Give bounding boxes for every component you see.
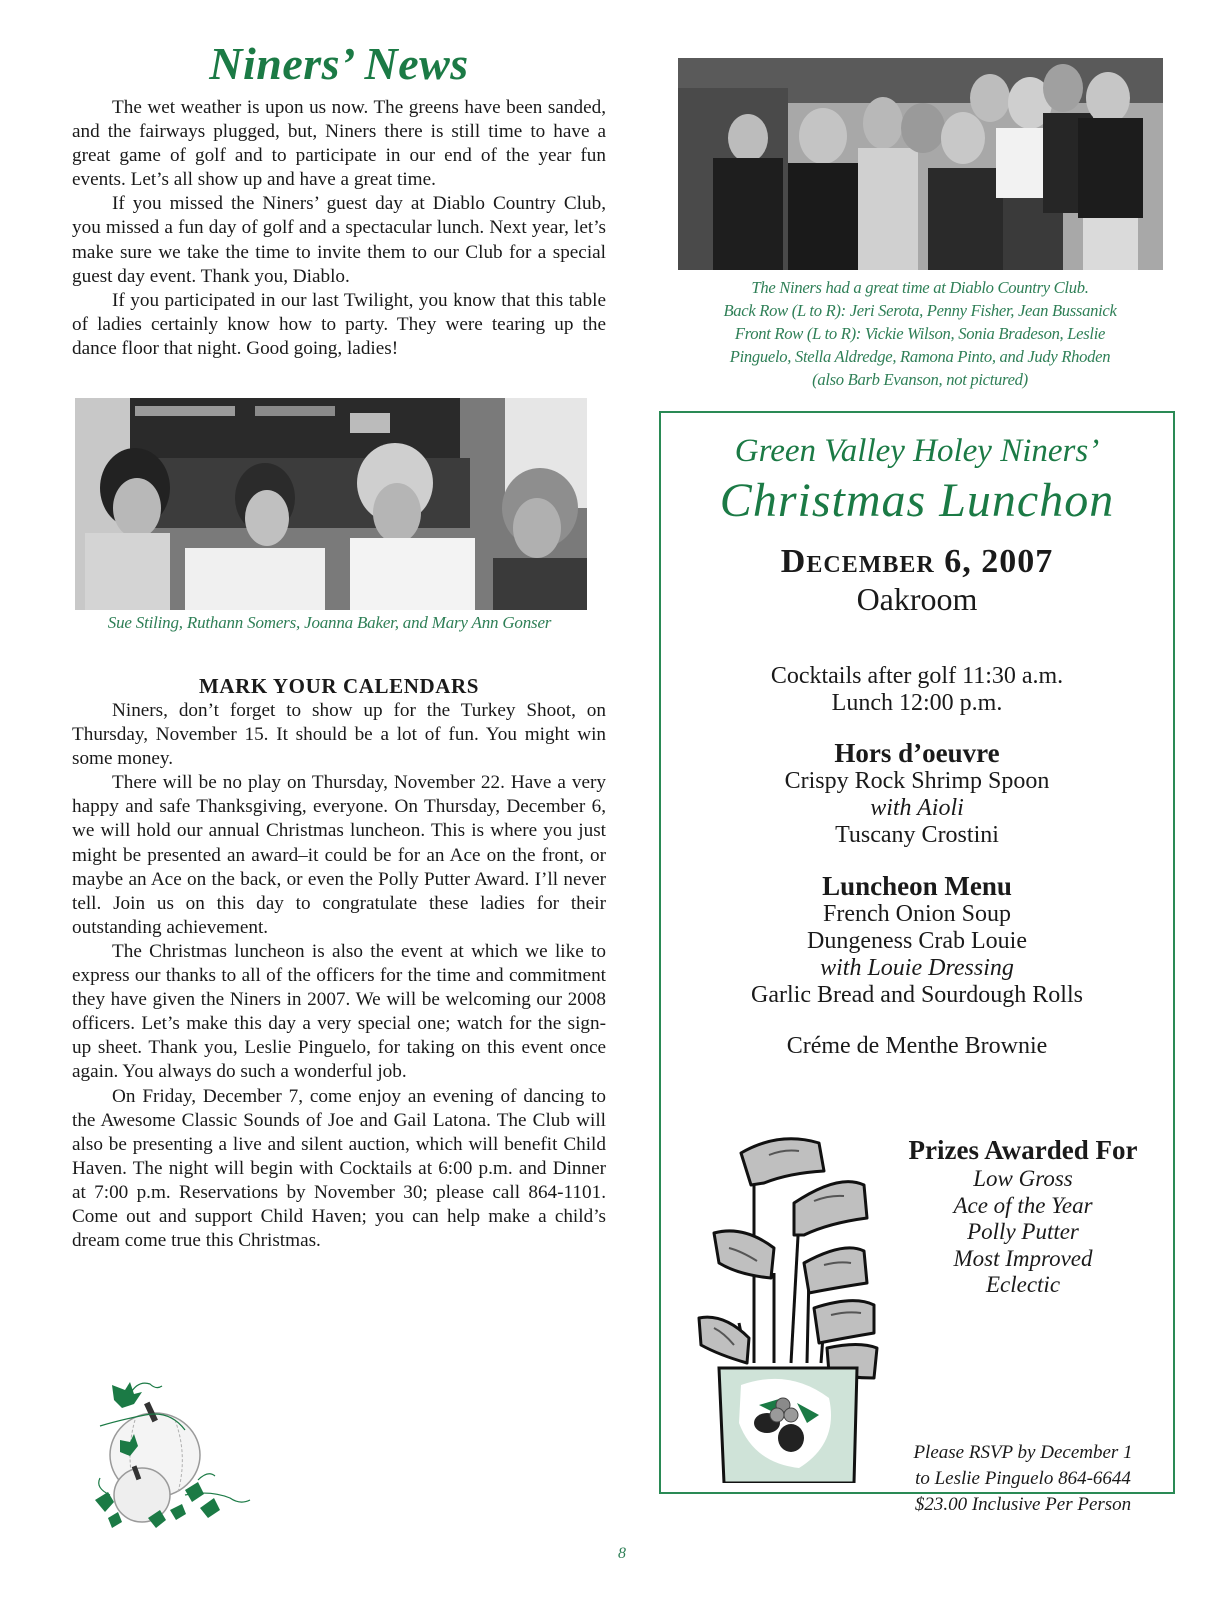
menu-item: Crispy Rock Shrimp Spoon — [784, 768, 1050, 794]
calendar-section — [72, 673, 606, 1253]
calendar-paragraph: Niners, don’t forget to show up for the Turkey Shoot, on Thursday, November 15. It should be a lot of fun. You might win some money. — [72, 700, 606, 770]
menu-item-note: with Louie Dressing — [820, 955, 1014, 981]
dessert-section — [661, 1033, 1173, 1060]
menu-item: Garlic Bread and Sourdough Rolls — [751, 982, 1083, 1008]
intro-paragraph: The wet weather is upon us now. The greens have been sanded, and the fairways plugged, but, Niners there is still time to have a great game of golf and to participate in our end of the year fun events. Let’s all show up and have a great time. — [72, 97, 606, 191]
rsvp-line: to Leslie Pinguelo 864-6644 — [915, 1468, 1131, 1489]
calendar-paragraph: The Christmas luncheon is also the event at which we like to express our thanks to all of the officers for the time and commitment they have given the Niners in 2007. We will be welcoming our 2008 officers. Let’s make this day a very special one; watch for the sign-up sheet. Thank you, Leslie Pinguelo, for taking on this event once again. You always do such a wonderful job. — [72, 940, 606, 1083]
niners-news-article — [72, 36, 606, 361]
golf-bag-icon — [679, 1123, 889, 1483]
intro-text — [72, 96, 606, 361]
pumpkin-icon — [90, 1380, 265, 1530]
rsvp-info — [873, 1440, 1173, 1518]
caption-line: The Niners had a great time at Diablo Country Club. — [751, 278, 1089, 297]
caption-line: Front Row (L to R): Vickie Wilson, Sonia Bradeson, Leslie — [734, 324, 1106, 343]
intro-paragraph: If you missed the Niners’ guest day at Diablo Country Club, you missed a fun day of golf and a spectacular lunch. Next year, let’s make sure we take the time to invite them to our Club for a special guest day event. Thank you, Diablo. — [72, 193, 606, 287]
luncheon-menu-section — [661, 871, 1173, 1009]
hors-doeuvre-section — [661, 738, 1173, 849]
flyer-subtitle: Green Valley Holey Niners’ — [734, 433, 1100, 469]
prize-item: Low Gross — [973, 1166, 1073, 1191]
christmas-luncheon-flyer — [659, 411, 1175, 1515]
menu-item: Dungeness Crab Louie — [807, 928, 1027, 954]
prize-item: Most Improved — [953, 1245, 1093, 1271]
caption-line: (also Barb Evanson, not pictured) — [812, 370, 1028, 389]
menu-item: Tuscany Crostini — [835, 822, 999, 848]
flyer-title: Christmas Lunchon — [719, 474, 1115, 527]
event-time: Cocktails after golf 11:30 a.m. — [770, 663, 1064, 689]
menu-heading: Luncheon Menu — [822, 871, 1012, 901]
calendar-paragraph: On Friday, December 7, come enjoy an evening of dancing to the Awesome Classic Sounds of Joe and Gail Latona. The Club will also be presenting a live and silent auction, which will benefit Child Haven. The night will begin with Cocktails at 6:00 p.m. and Dinner at 7:00 p.m. Reservations by November 30; please call 864-1101. Come out and support Child Haven; you can help make a child’s dream come true this Christmas. — [72, 1085, 606, 1252]
dessert-item: Créme de Menthe Brownie — [786, 1033, 1048, 1059]
photo-golf-group — [678, 58, 1163, 270]
section-heading: MARK YOUR CALENDARS — [198, 674, 480, 698]
photo-image — [75, 398, 587, 610]
photo-ladies-at-table — [75, 398, 587, 610]
prizes-section — [873, 1135, 1173, 1299]
photo-caption — [676, 276, 1164, 391]
prize-item: Eclectic — [985, 1272, 1061, 1297]
calendar-text — [72, 699, 606, 1253]
menu-item: French Onion Soup — [823, 901, 1011, 927]
page-number: 8 — [618, 1545, 626, 1562]
intro-paragraph: If you participated in our last Twilight, you know that this table of ladies certainly know how to party. They were tearing up the dance floor that night. Good going, ladies! — [72, 289, 606, 359]
caption-line: Pinguelo, Stella Aldredge, Ramona Pinto, and Judy Rhoden — [729, 347, 1111, 366]
menu-heading: Hors d’oeuvre — [834, 738, 1000, 768]
rsvp-price: $23.00 Inclusive Per Person — [914, 1494, 1132, 1515]
rsvp-line: Please RSVP by December 1 — [913, 1442, 1133, 1463]
masthead-title: Niners’ News — [209, 38, 469, 89]
event-times — [661, 663, 1173, 717]
event-date: December 6, 2007 — [780, 543, 1054, 580]
caption-line: Back Row (L to R): Jeri Serota, Penny Fisher, Jean Bussanick — [723, 301, 1117, 320]
calendar-paragraph: There will be no play on Thursday, November 22. Have a very happy and safe Thanksgiving, everyone. On Thursday, December 6, we will hold our annual Christmas luncheon. This is where you just might be presented an award–it could be for an Ace on the front, or maybe an Ace on the back, or even the Polly Putter Award. I’ll never tell. Join us on this day to congratulate these ladies for their outstanding achievement. — [72, 772, 606, 938]
photo-image — [678, 58, 1163, 270]
menu-item-note: with Aioli — [870, 795, 964, 821]
prizes-heading: Prizes Awarded For — [908, 1135, 1138, 1165]
prize-item: Polly Putter — [967, 1219, 1079, 1244]
photo-caption: Sue Stiling, Ruthann Somers, Joanna Baker, and Mary Ann Gonser — [107, 613, 552, 632]
event-venue: Oakroom — [856, 581, 978, 617]
prize-item: Ace of the Year — [953, 1192, 1093, 1218]
event-time: Lunch 12:00 p.m. — [831, 690, 1003, 716]
